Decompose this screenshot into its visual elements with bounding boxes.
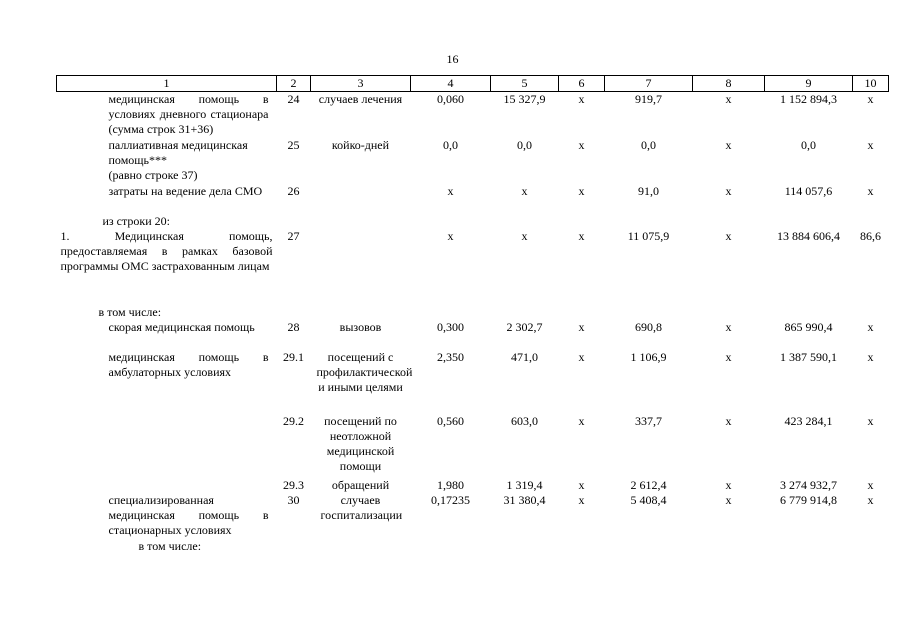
cell-col9: 114 057,6 <box>784 184 833 198</box>
cell-col4: х <box>447 184 454 198</box>
row-unit: случаев лечения <box>318 92 403 106</box>
col-header-5: 5 <box>491 76 559 92</box>
cell-col6: х <box>578 92 585 106</box>
cell-col10: 86,6 <box>860 229 881 243</box>
row-name: медицинская помощь в условиях дневного стационара (сумма строк 31+36) <box>108 92 269 136</box>
table-row <box>57 320 889 350</box>
table-row <box>57 184 889 214</box>
cell-col10: х <box>867 138 874 152</box>
cell-col6: х <box>578 493 585 507</box>
cell-col9: 1 152 894,3 <box>780 92 837 106</box>
cell-col7: 919,7 <box>635 92 662 106</box>
cell-col10: х <box>867 478 874 492</box>
row-name: затраты на ведение дела СМО <box>108 184 263 198</box>
cell-col5: 1 319,4 <box>506 478 543 492</box>
table-row <box>57 493 889 539</box>
row-unit: койко-дней <box>331 138 390 152</box>
row-unit <box>311 229 411 305</box>
table-row <box>57 539 889 554</box>
cell-col7: 5 408,4 <box>630 493 667 507</box>
cell-col10: х <box>867 320 874 334</box>
cell-col8: х <box>725 414 732 428</box>
row-number: 24 <box>287 92 300 106</box>
section-label: из строки 20: <box>102 214 170 228</box>
cell-col10: х <box>867 414 874 428</box>
cell-col8: х <box>725 229 732 243</box>
data-table <box>56 75 889 554</box>
cell-col10: х <box>867 184 874 198</box>
cell-col8: х <box>725 184 732 198</box>
cell-col6: х <box>578 229 585 243</box>
cell-col9: 1 387 590,1 <box>780 350 837 364</box>
row-number: 30 <box>287 493 300 507</box>
col-header-9: 9 <box>765 76 853 92</box>
row-number: 28 <box>287 320 300 334</box>
cell-col4: х <box>447 229 454 243</box>
cell-col6: х <box>578 350 585 364</box>
cell-col5: 15 327,9 <box>503 92 546 106</box>
row-unit <box>311 184 411 214</box>
row-name <box>57 414 277 478</box>
cell-col6: х <box>578 320 585 334</box>
col-header-8: 8 <box>693 76 765 92</box>
row-name: скорая медицинская помощь <box>108 320 255 334</box>
cell-col10: х <box>867 92 874 106</box>
cell-col7: 11 075,9 <box>627 229 670 243</box>
col-header-3: 3 <box>311 76 411 92</box>
cell-col8: х <box>725 493 732 507</box>
cell-col7: 2 612,4 <box>630 478 667 492</box>
cell-col7: 337,7 <box>635 414 662 428</box>
row-name-note: (равно строке 37) <box>108 168 198 182</box>
row-name: медицинская помощь в амбулаторных условиях <box>108 350 269 379</box>
cell-col9: 6 779 914,8 <box>780 493 837 507</box>
cell-col4: 1,980 <box>437 478 464 492</box>
row-number: 29.2 <box>283 414 304 428</box>
cell-col9: 865 990,4 <box>784 320 833 334</box>
cell-col5: 603,0 <box>511 414 538 428</box>
page-number: 16 <box>446 52 459 66</box>
row-number: 25 <box>287 138 300 152</box>
cell-col4: 0,0 <box>443 138 458 152</box>
cell-col8: х <box>725 92 732 106</box>
table-row <box>57 414 889 478</box>
row-name: 1. Медицинская помощь, предоставляемая в рамках базовой программы ОМС застрахованным лицам <box>60 229 273 273</box>
row-name: специализированная медицинская помощь в стационарных условиях <box>108 493 269 537</box>
section-label: в том числе: <box>138 539 202 553</box>
cell-col9: 423 284,1 <box>784 414 833 428</box>
cell-col8: х <box>725 138 732 152</box>
row-number: 26 <box>287 184 300 198</box>
table-row <box>57 92 889 139</box>
row-number: 29.3 <box>283 478 304 492</box>
cell-col8: х <box>725 350 732 364</box>
cell-col6: х <box>578 184 585 198</box>
cell-col4: 0,560 <box>437 414 464 428</box>
table-row <box>57 478 889 493</box>
cell-col6: х <box>578 478 585 492</box>
row-name-main: паллиативная медицинская помощь*** <box>108 138 248 167</box>
row-name <box>57 138 277 184</box>
table-row <box>57 350 889 414</box>
col-header-7: 7 <box>605 76 693 92</box>
cell-col9: 3 274 932,7 <box>780 478 837 492</box>
cell-col8: х <box>725 478 732 492</box>
cell-col6: х <box>578 414 585 428</box>
cell-col5: х <box>521 229 528 243</box>
cell-col5: 0,0 <box>517 138 532 152</box>
cell-col10: х <box>867 350 874 364</box>
row-unit: обращений <box>331 478 390 492</box>
col-header-1: 1 <box>57 76 277 92</box>
cell-col4: 0,060 <box>437 92 464 106</box>
cell-col5: 2 302,7 <box>506 320 543 334</box>
cell-col6: х <box>578 138 585 152</box>
row-unit: случаев госпитализации <box>320 493 403 522</box>
cell-col5: 31 380,4 <box>503 493 546 507</box>
cell-col10: х <box>867 493 874 507</box>
row-number: 29.1 <box>283 350 304 364</box>
row-number: 27 <box>287 229 300 243</box>
cell-col4: 0,17235 <box>431 493 470 507</box>
cell-col9: 13 884 606,4 <box>777 229 840 243</box>
cell-col5: х <box>521 184 528 198</box>
cell-col7: 91,0 <box>638 184 659 198</box>
cell-col4: 0,300 <box>437 320 464 334</box>
table-row <box>57 138 889 184</box>
col-header-6: 6 <box>559 76 605 92</box>
cell-col7: 0,0 <box>641 138 656 152</box>
col-header-4: 4 <box>411 76 491 92</box>
table-row <box>57 214 889 229</box>
section-label: в том числе: <box>98 305 162 319</box>
row-unit: посещений по неотложной медицинской помощи <box>324 414 397 473</box>
col-header-10: 10 <box>853 76 889 92</box>
cell-col7: 690,8 <box>635 320 662 334</box>
row-name <box>57 478 277 493</box>
cell-col7: 1 106,9 <box>630 350 667 364</box>
cell-col5: 471,0 <box>511 350 538 364</box>
row-unit: вызовов <box>339 320 382 334</box>
cell-col8: х <box>725 320 732 334</box>
header-row <box>57 76 889 92</box>
cell-col9: 0,0 <box>801 138 816 152</box>
table-row <box>57 305 889 320</box>
col-header-2: 2 <box>277 76 311 92</box>
cell-col4: 2,350 <box>437 350 464 364</box>
table-row <box>57 229 889 305</box>
row-unit: посещений с профилактической и иными целями <box>316 350 413 394</box>
